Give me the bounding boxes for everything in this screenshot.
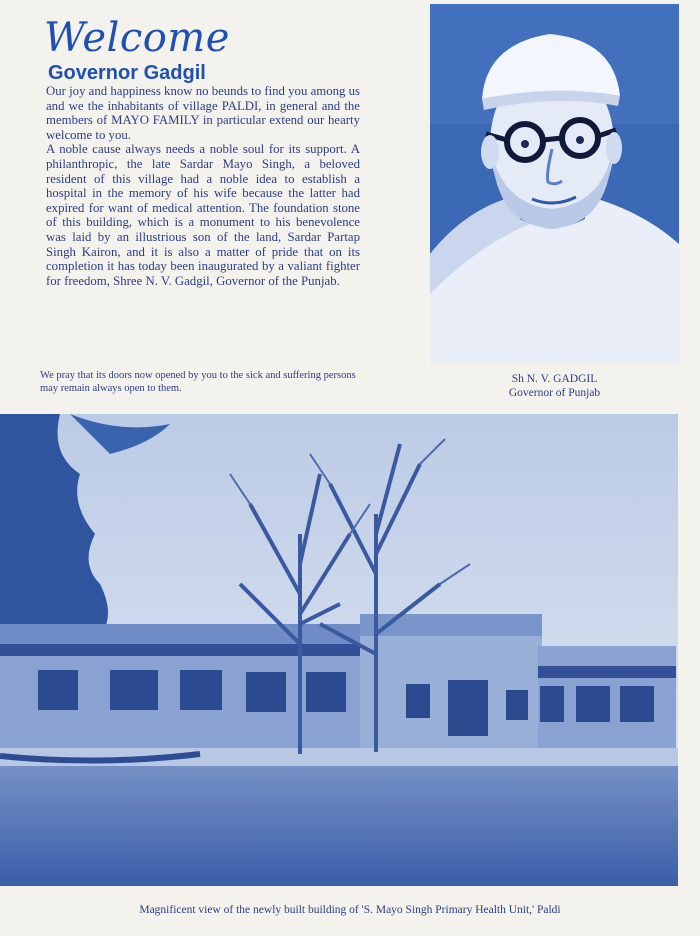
governor-name-heading: Governor Gadgil <box>48 62 206 84</box>
welcome-heading: Welcome <box>44 15 230 61</box>
portrait-caption-name: Sh N. V. GADGIL <box>511 373 598 385</box>
history-paragraph: A noble cause always needs a noble soul for its support. A philanthropic, the late Sardar Mayo Singh, a beloved resident of this village had a noble idea to establish a hospital in the memory of his wife because the latter had expired for want of medical attention. The foundation stone of this building, which is a monument to his benevolence was laid by an illustrious son of the land, Sardar Partap Singh Kairon, and it is also a matter of pride that on its completion it has today been inaugurated by a valiant fighter for freedom, Shree N. V. Gadgil, Governor of the Punjab. <box>46 142 360 288</box>
portrait-caption <box>430 372 679 400</box>
portrait-photo <box>430 4 679 364</box>
health-unit-photo <box>0 414 678 886</box>
welcome-paragraph: Our joy and happiness know no beunds to find you among us and we the inhabitants of village PALDI, in general and the members of MAYO FAMILY in particular extend our hearty welcome to you. <box>46 84 360 142</box>
building-photo <box>0 414 678 886</box>
governor-portrait <box>430 4 679 364</box>
welcome-text <box>46 84 360 288</box>
building-caption: Magnificent view of the newly built building of 'S. Mayo Singh Primary Health Unit,' Paldi <box>139 904 561 916</box>
portrait-caption-title: Governor of Punjab <box>508 387 601 399</box>
prayer-text: We pray that its doors now opened by you to the sick and suffering persons may remain always open to them. <box>40 370 356 394</box>
